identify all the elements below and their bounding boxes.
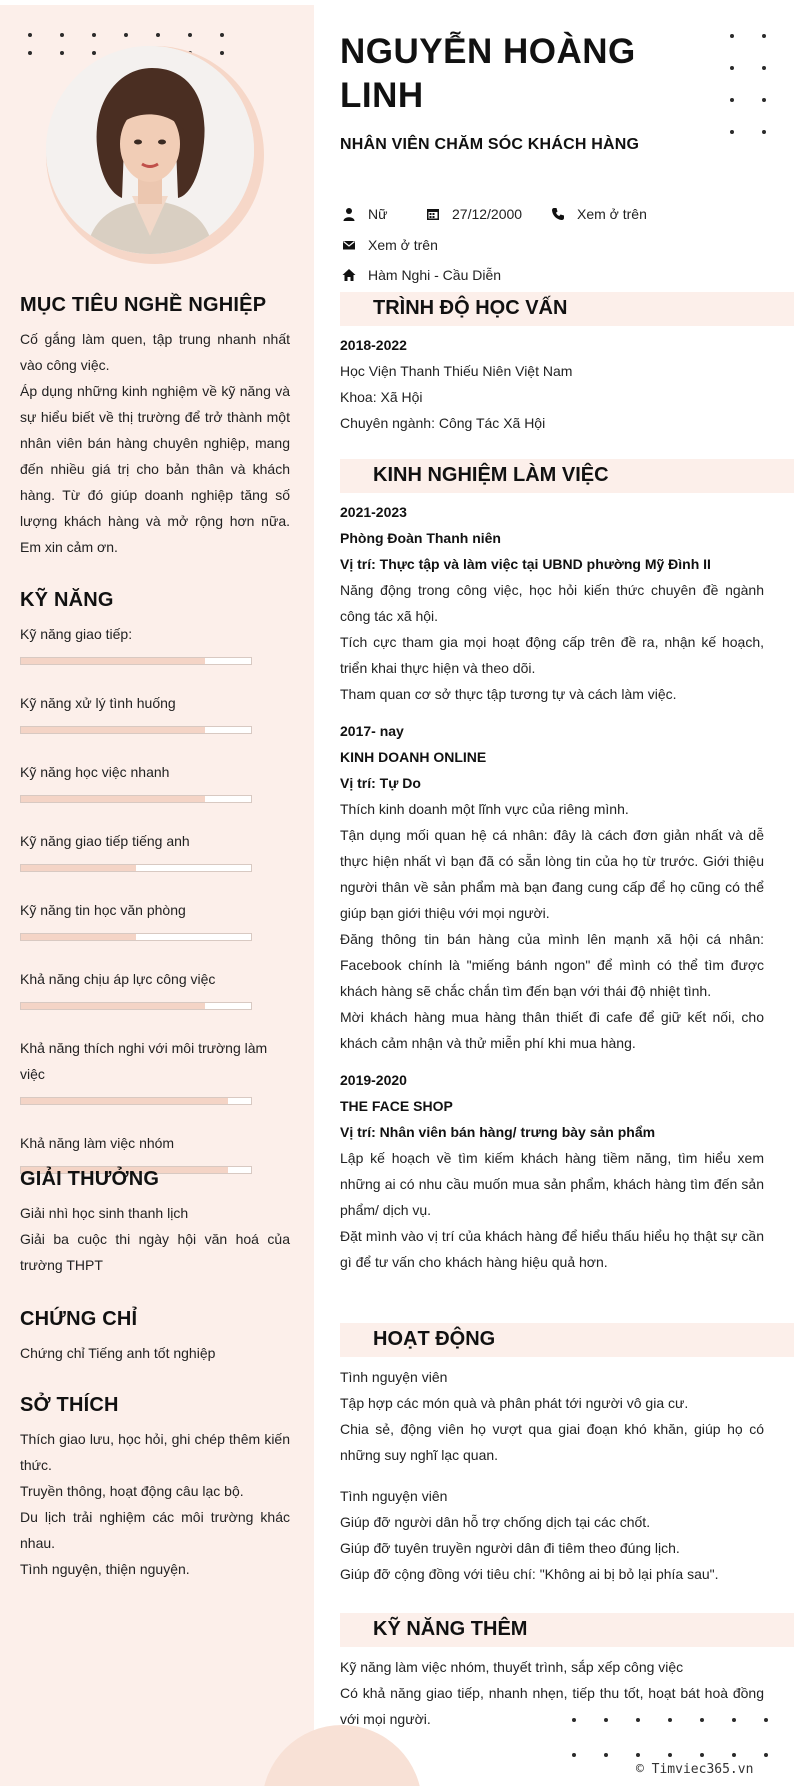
decorative-dot [700,1753,704,1757]
activity-role: Tình nguyện viên [340,1369,448,1385]
decorative-dot [28,33,32,37]
decorative-dot [604,1753,608,1757]
skill-item [20,621,290,665]
activity-role: Tình nguyện viên [340,1488,448,1504]
skill-bar-fill [21,865,136,871]
contact-gender [340,205,387,223]
decorative-dot [732,1753,736,1757]
decorative-dot [188,33,192,37]
job-period: 2019-2020 [340,1072,407,1088]
job-period: 2021-2023 [340,504,407,520]
decorative-dot [730,98,734,102]
avatar-photo [46,46,254,254]
decorative-dot [636,1753,640,1757]
skill-bar-fill [21,1003,205,1009]
awards-section [20,1166,290,1278]
job-position: Vị trí: Tự Do [340,775,421,791]
education-title: TRÌNH ĐỘ HỌC VẤN [373,297,568,319]
skill-name: Kỹ năng xử lý tình huống [20,695,176,711]
watermark: © Timviec365.vn [636,1762,754,1777]
activity-line: Tập hợp các món quà và phân phát tới người vô gia cư. [340,1395,689,1411]
experience-header [340,459,794,493]
objective-title: MỤC TIÊU NGHỀ NGHIỆP [20,294,267,316]
certificates-title: CHỨNG CHỈ [20,1308,138,1330]
awards-title: GIẢI THƯỞNG [20,1168,160,1190]
skill-item [20,966,290,1010]
job-line: Tích cực tham gia mọi hoạt động cấp trên đề ra, nhận kế hoạch, triển khai thực hiện và theo dõi. [340,634,764,676]
certificate-line: Chứng chỉ Tiếng anh tốt nghiệp [20,1345,216,1361]
skill-item [20,897,290,941]
job-line: Tham quan cơ sở thực tập tương tự và cách làm việc. [340,686,677,702]
job-line: Đăng thông tin bán hàng của mình lên mạnh xã hội cá nhân: Facebook chính là "miếng bánh ngon" để mình có thể tìm được khách hàng sẽ chắc chắn tìm đến bạn với thái độ nhiệt tình. [340,931,764,999]
decorative-dot [730,66,734,70]
skill-name: Kỹ năng tin học văn phòng [20,902,186,918]
decorative-dot [762,66,766,70]
job-line: Năng động trong công việc, học hỏi kiến thức chuyên đề ngành công tác xã hội. [340,582,764,624]
education-content [340,332,764,436]
decorative-dot [762,34,766,38]
skills-title: KỸ NĂNG [20,589,114,611]
skill-item [20,1035,290,1105]
objective-section [20,292,290,560]
contact-address [340,266,501,284]
experience-job [340,499,764,707]
experience-job [340,718,764,1056]
contact-email [340,236,438,254]
job-period: 2017- nay [340,723,404,739]
decorative-dot [124,33,128,37]
contact-birthday [424,205,522,223]
user-icon [340,205,358,223]
extra-skills-content [340,1654,764,1732]
job-position: Vị trí: Nhân viên bán hàng/ trưng bày sản phẩm [340,1124,656,1140]
skill-bar [20,726,252,734]
decorative-dot [762,98,766,102]
education-faculty: Khoa: Xã Hội [340,389,423,405]
skills-section [20,587,290,1199]
skill-bar [20,864,252,872]
decorative-dot [764,1753,768,1757]
calendar-icon [424,205,442,223]
extra-skills-title: KỸ NĂNG THÊM [373,1618,528,1640]
decorative-dot [92,51,96,55]
decorative-dot [220,51,224,55]
hobbies-section [20,1392,290,1582]
candidate-name: NGUYỄN HOÀNG LINH [340,32,636,115]
job-line: Lập kế hoạch về tìm kiếm khách hàng tiềm năng, tìm hiểu xem những ai có nhu cầu muốn mua sản phẩm, khách hàng tìm đến sản phẩm/ dịch vụ. [340,1150,764,1218]
skill-item [20,828,290,872]
education-period: 2018-2022 [340,337,407,353]
award-line: Giải ba cuộc thi ngày hội văn hoá của trường THPT [20,1231,290,1273]
skill-bar [20,1002,252,1010]
activity-line: Giúp đỡ người dân hỗ trợ chống dịch tại các chốt. [340,1514,651,1530]
skill-name: Khả năng chịu áp lực công việc [20,971,216,987]
award-line: Giải nhì học sinh thanh lịch [20,1205,189,1221]
decorative-dot [730,34,734,38]
experience-job [340,1067,764,1275]
job-title: NHÂN VIÊN CHĂM SÓC KHÁCH HÀNG [340,136,640,153]
decorative-dot [668,1753,672,1757]
hobbies-title: SỞ THÍCH [20,1394,119,1416]
hobby-line: Thích giao lưu, học hỏi, ghi chép thêm kiến thức. [20,1431,290,1473]
decorative-dot [92,33,96,37]
skills-list [20,621,290,1174]
job-position: Vị trí: Thực tập và làm việc tại UBND phường Mỹ Đình II [340,556,711,572]
objective-line: Áp dụng những kinh nghiệm về kỹ năng và sự hiểu biết về thị trường để trở thành một nhân viên bán hàng chuyên nghiệp, mang đến nhiều giá trị cho bản thân và khách hàng. Từ đó giúp doanh nghiệp tăng số lượng khách hàng và mở rộng hơn nữa. Em xin cảm ơn. [20,383,290,555]
hobby-line: Truyền thông, hoạt động câu lạc bộ. [20,1483,244,1499]
job-company: THE FACE SHOP [340,1098,453,1114]
activities-header [340,1323,794,1357]
decorative-dot [220,33,224,37]
extra-skill-line: Có khả năng giao tiếp, nhanh nhẹn, tiếp thu tốt, hoạt bát hoà đồng với mọi người. [340,1685,764,1727]
decorative-dot [572,1753,576,1757]
extra-skills-header [340,1613,794,1647]
experience-title: KINH NGHIỆM LÀM VIỆC [373,464,609,486]
gender-value: Nữ [368,206,388,222]
skill-bar-fill [21,796,205,802]
skill-item [20,690,290,734]
envelope-icon [340,236,358,254]
avatar [46,46,254,254]
education-major: Chuyên ngành: Công Tác Xã Hội [340,415,546,431]
education-header [340,292,794,326]
skill-bar [20,657,252,665]
skill-bar [20,1097,252,1105]
email-value: Xem ở trên [368,237,438,253]
decorative-dot [156,33,160,37]
decorative-dot [28,51,32,55]
skill-bar-fill [21,727,205,733]
activity-line: Chia sẻ, động viên họ vượt qua giai đoạn khó khăn, giúp họ có những suy nghĩ lạc quan. [340,1421,764,1463]
objective-line: Cố gắng làm quen, tập trung nhanh nhất vào công việc. [20,331,290,373]
decorative-dot [60,33,64,37]
decorative-dot [730,130,734,134]
phone-icon [549,205,567,223]
contact-phone [549,205,647,223]
activity-line: Giúp đỡ tuyên truyền người dân đi tiêm theo đúng lịch. [340,1540,680,1556]
activity-line: Giúp đỡ cộng đồng với tiêu chí: "Không ai bị bỏ lại phía sau". [340,1566,719,1582]
decorative-dots-top-right [730,34,794,134]
skill-item [20,759,290,803]
hobby-line: Du lịch trải nghiệm các môi trường khác nhau. [20,1509,290,1551]
skill-name: Khả năng thích nghi với môi trường làm việc [20,1040,268,1082]
skill-name: Kỹ năng học việc nhanh [20,764,170,780]
decorative-dot [764,1718,768,1722]
job-company: Phòng Đoàn Thanh niên [340,530,501,546]
job-line: Đặt mình vào vị trí của khách hàng để hiểu thấu hiểu họ thật sự cần gì để tư vấn cho khách hàng hiệu quả hơn. [340,1228,764,1270]
skill-name: Kỹ năng giao tiếp: [20,626,133,642]
job-line: Thích kinh doanh một lĩnh vực của riêng mình. [340,801,629,817]
skill-bar-fill [21,934,136,940]
hobby-line: Tình nguyện, thiện nguyện. [20,1561,190,1577]
job-line: Mời khách hàng mua hàng thân thiết đi cafe để giữ kết nối, cho khách cảm nhận và thử miễn phí khi mua hàng. [340,1009,764,1051]
skill-bar-fill [21,1098,228,1104]
activities-title: HOẠT ĐỘNG [373,1328,496,1350]
skill-bar [20,795,252,803]
skill-bar-fill [21,658,205,664]
job-line: Tận dụng mối quan hệ cá nhân: đây là cách đơn giản nhất và dễ thực hiện nhất vì bạn đã có sẵn lòng tin của họ từ trước. Giới thiệu người thân về sản phẩm mà bạn đang cung cấp để họ cũng có thể giúp bạn giới thiệu với mọi người. [340,827,764,921]
skill-name: Kỹ năng giao tiếp tiếng anh [20,833,190,849]
activity-group [340,1364,764,1468]
activity-group [340,1483,764,1587]
certificates-section [20,1306,290,1366]
phone-value: Xem ở trên [577,206,647,222]
address-value: Hàm Nghi - Cầu Diễn [368,267,502,283]
skill-name: Khả năng làm việc nhóm [20,1135,175,1151]
education-school: Học Viện Thanh Thiếu Niên Việt Nam [340,363,573,379]
extra-skill-line: Kỹ năng làm việc nhóm, thuyết trình, sắp xếp công việc [340,1659,684,1675]
avatar-ring [46,46,264,264]
decorative-dot [762,130,766,134]
home-icon [340,266,358,284]
skill-bar [20,933,252,941]
decorative-dot [60,51,64,55]
birthday-value: 27/12/2000 [452,206,523,222]
job-company: KINH DOANH ONLINE [340,749,487,765]
